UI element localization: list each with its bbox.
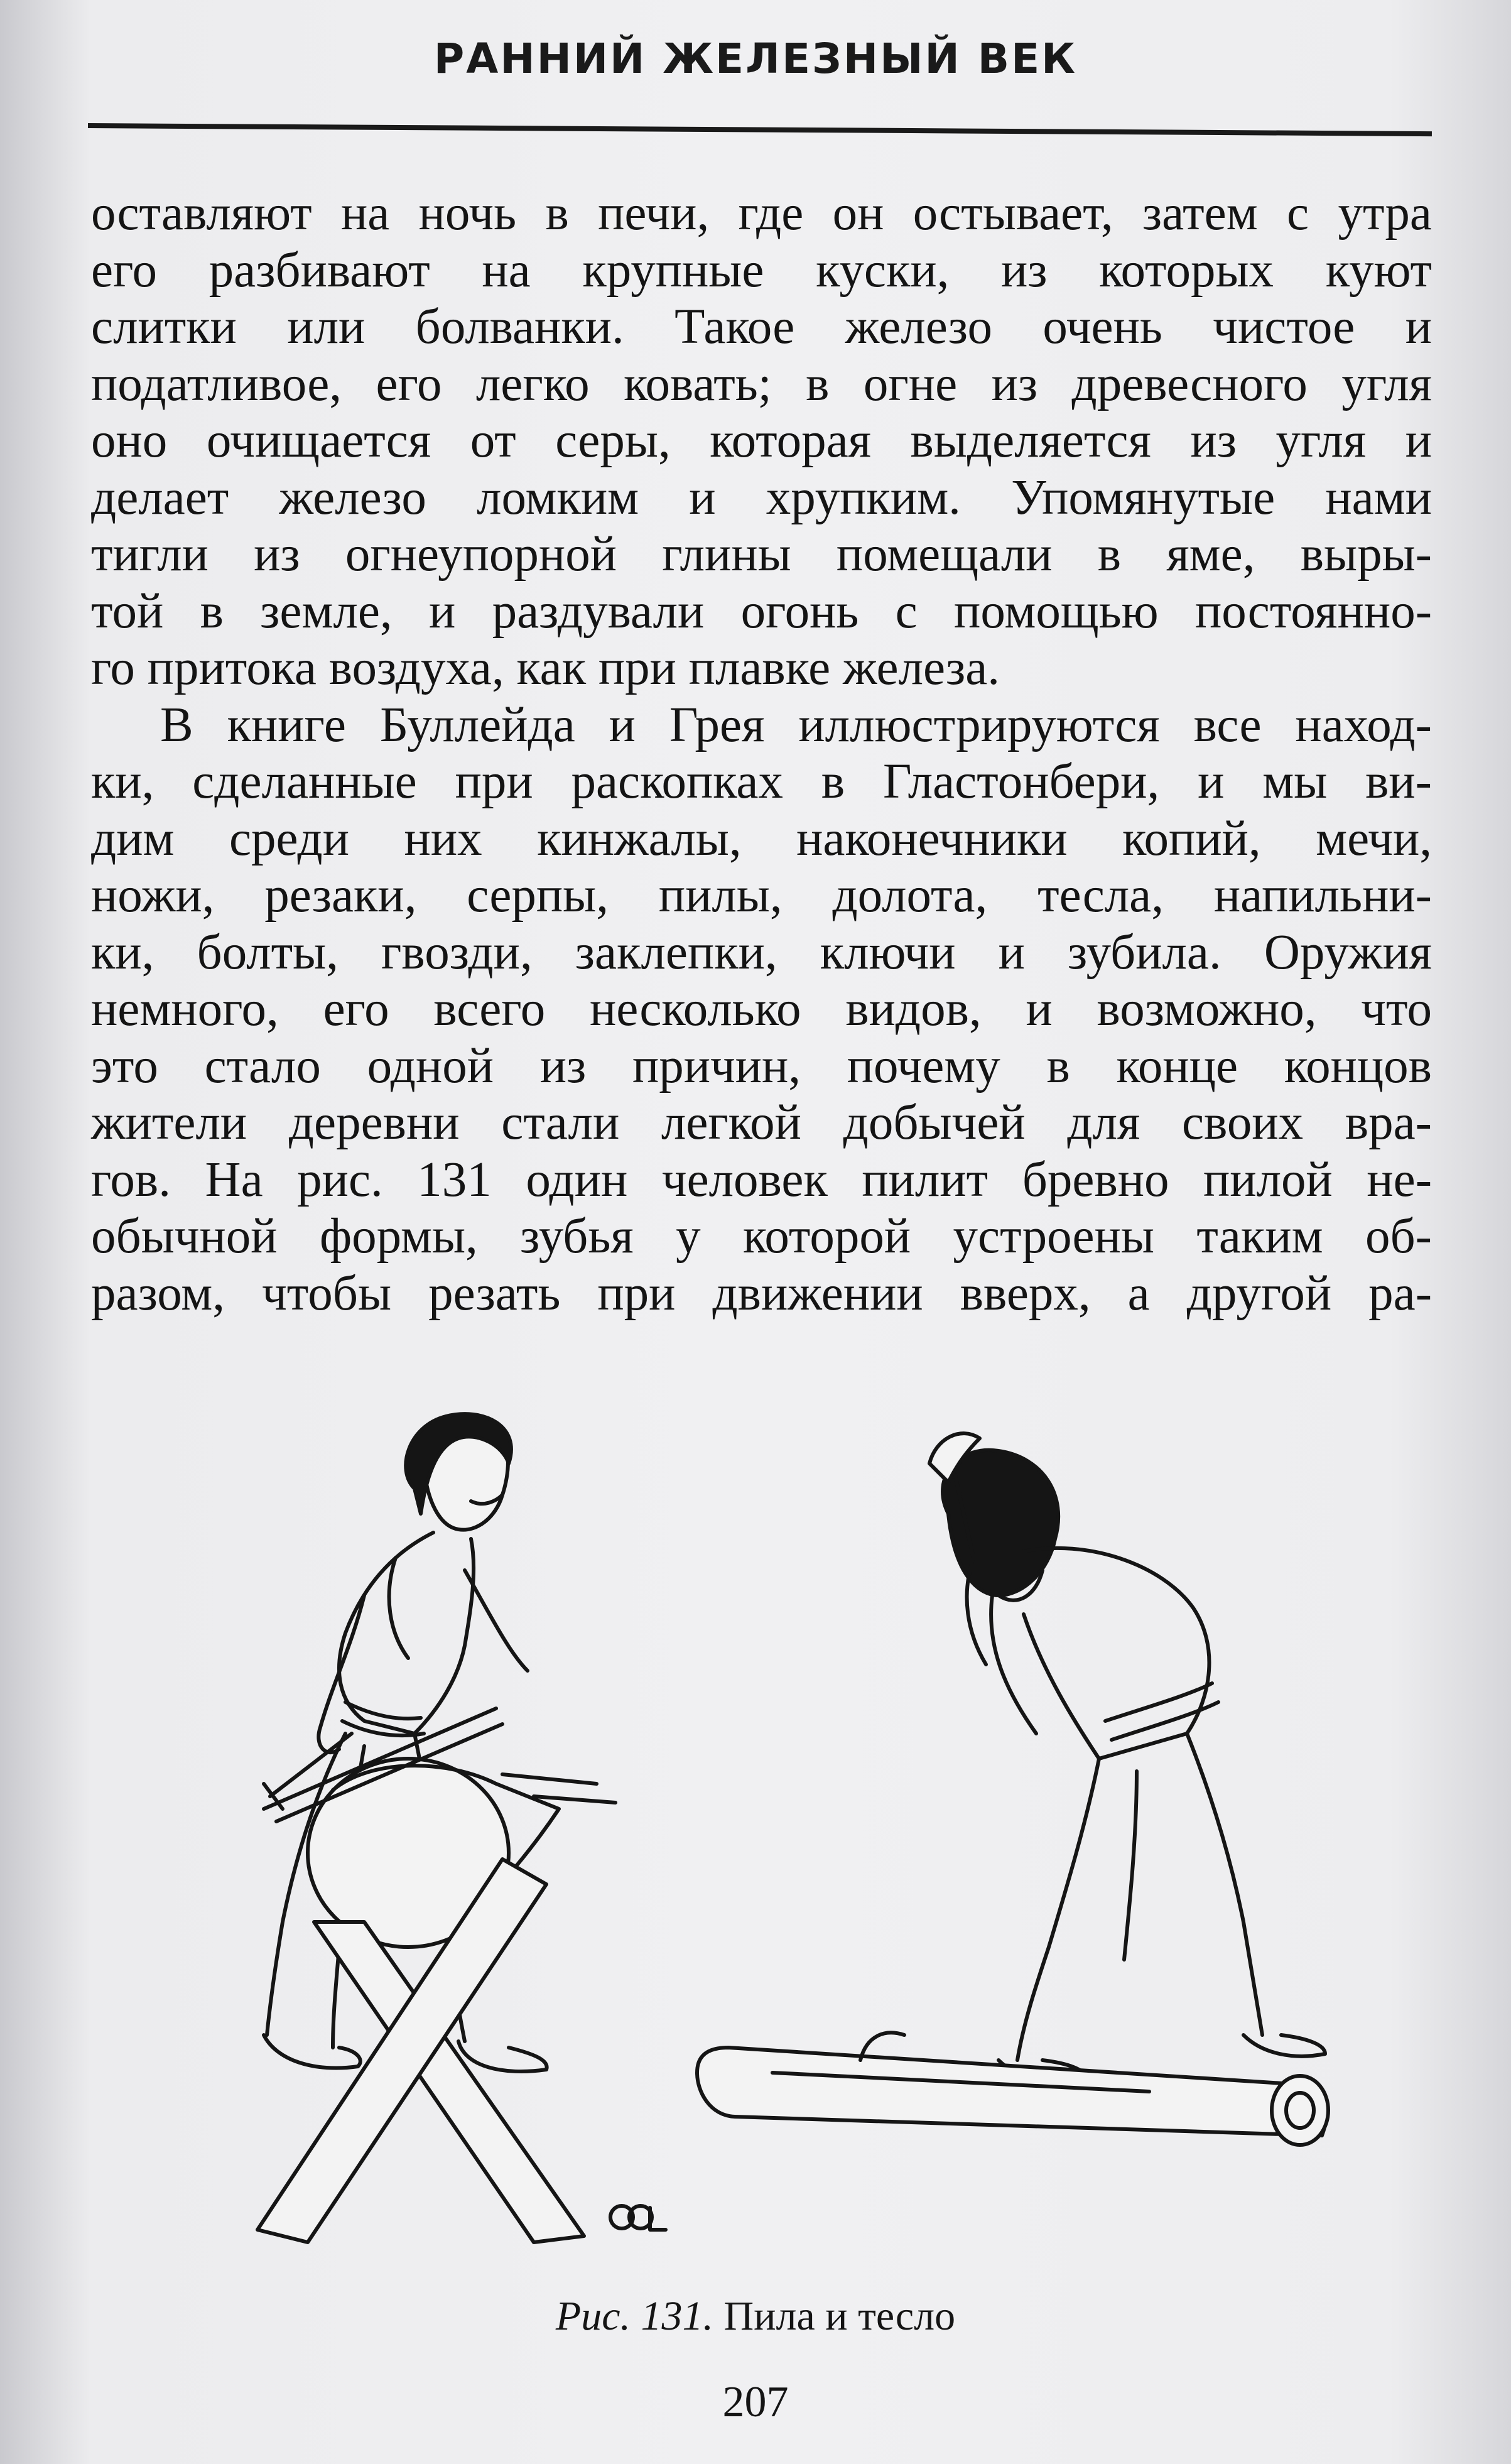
caption-text: Пила и тесло [713, 2293, 956, 2339]
body-line: ножи, резаки, серпы, пилы, долота, тесла, напильни- [91, 868, 1432, 923]
body-line: дим среди них кинжалы, наконечники копий, мечи, [91, 811, 1432, 866]
body-line: гов. На рис. 131 один человек пилит бревно пилой не- [91, 1152, 1432, 1207]
body-line: го притока воздуха, как при плавке железа. [91, 641, 1000, 695]
sawing-man [264, 1414, 547, 2071]
body-line: податливое, его легко ковать; в огне из древесного угля [91, 356, 1432, 411]
body-line: тигли из огнеупорной глины помещали в яме, выры- [91, 527, 1432, 582]
figure-caption [0, 2293, 1511, 2340]
body-line: слитки или болванки. Такое железо очень чистое и [91, 300, 1432, 354]
body-line: жители деревни стали легкой добычей для своих вра- [91, 1095, 1432, 1150]
body-text [91, 185, 1432, 1322]
artist-monogram [610, 2206, 666, 2230]
caption-label: Рис. 131. [555, 2293, 714, 2339]
body-line: той в земле, и раздували огонь с помощью постоянно- [91, 583, 1432, 639]
body-line: это стало одной из причин, почему в конце концов [91, 1038, 1432, 1094]
body-line: разом, чтобы резать при движении вверх, а другой ра- [91, 1266, 1432, 1321]
body-line: немного, его всего несколько видов, и возможно, что [91, 982, 1432, 1036]
body-line: ки, сделанные при раскопках в Гластонбери, и мы ви- [91, 754, 1432, 809]
body-line: обычной формы, зубья у которой устроены таким об- [91, 1209, 1432, 1264]
figure-illustration [207, 1407, 1331, 2274]
ground-log [697, 2033, 1328, 2145]
header-rule [88, 123, 1432, 136]
running-head: РАННИЙ ЖЕЛЕЗНЫЙ ВЕК [433, 35, 1078, 83]
body-line: оставляют на ночь в печи, где он остывает, затем с утра [91, 186, 1432, 241]
body-line: оно очищается от серы, которая выделяется из угля и [91, 413, 1432, 468]
log-and-sawhorse [257, 1708, 615, 2242]
body-line: В книге Буллейда и Грея иллюстрируются все наход- [160, 697, 1432, 752]
body-line: ки, болты, гвозди, заклепки, ключи и зубила. Оружия [91, 925, 1432, 980]
adze-man [929, 1433, 1325, 2081]
body-line: делает железо ломким и хрупким. Упомянутые нами [91, 470, 1432, 525]
saw-and-adze-drawing [207, 1407, 1331, 2274]
body-line: его разбивают на крупные куски, из которых куют [91, 242, 1432, 298]
page-number: 207 [722, 2378, 789, 2426]
